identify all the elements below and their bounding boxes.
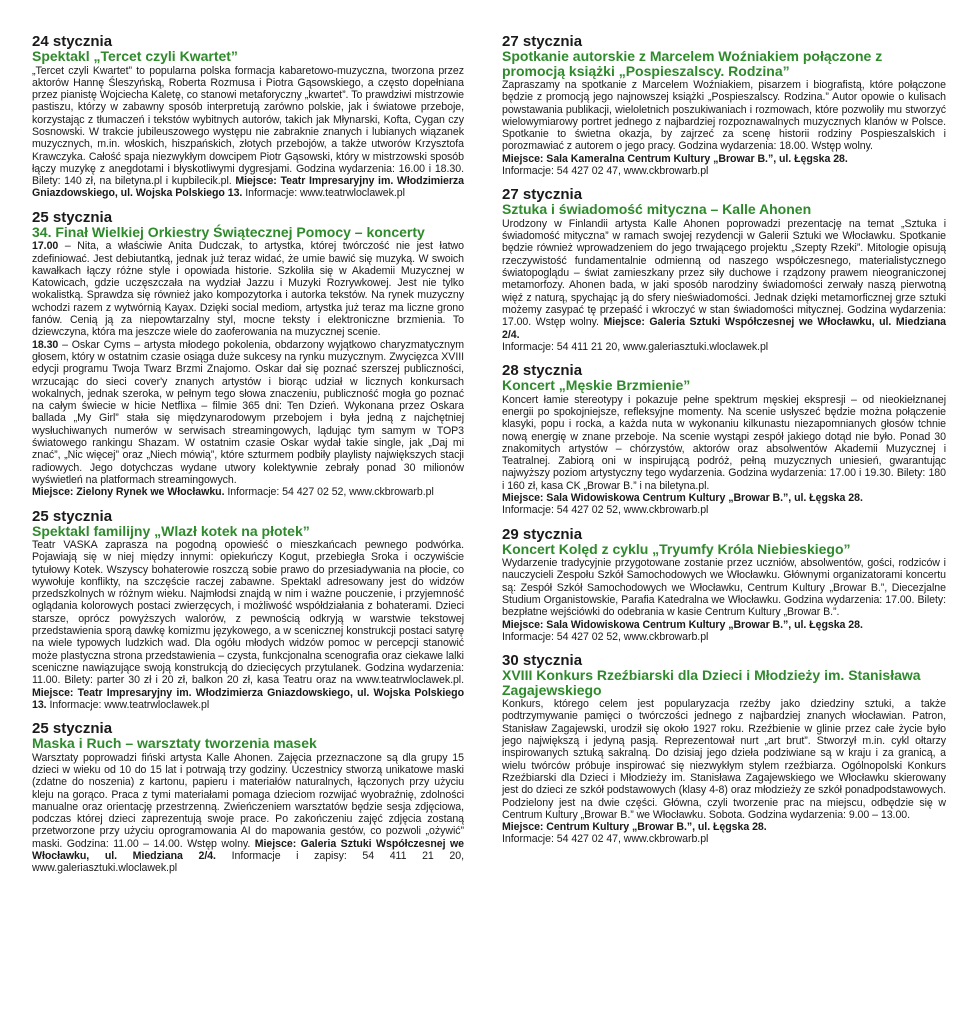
event-title: XVIII Konkurs Rzeźbiarski dla Dzieci i Młodzieży im. Stanisława Zagajewskiego <box>502 667 921 698</box>
event-text: Teatr VASKA zaprasza na pogodną opowieść o mieszkańcach pewnego podwórka. Pojawiają się w niej między innymi: opiekuńczy Kogut, przebiegła Sroka i oczywiście tytułowy Kotek. Wszyscy bohaterowie roszczą sobie prawo do przesiadywania na płocie, co wywołuje konflikty, na szczęście raczej zabawne. Spektakl adresowany jest do widzów przedszkolnych w różnym wieku. Najmłodsi znajdą w nim i ważne pouczenie, i przyjemność oglądania kolorowych postaci zwierzęcych, i możliwość współdziałania z bohaterami. Dzieci starsze, oprócz powyższych walorów, z pewnością odkryją w warstwie tekstowej przedstawienia sporą dawkę komizmu językowego, a w scenicznej konstrukcji postaci satyrę na wiele typowych ludzkich wad. Dla ogółu młodych widzów pomoc w percepcji stanowić może plastyczna strona przedstawienia – czysta, funkcjonalna scenografia oraz ciekawe lalki sceniczne nawiązujące swoją konstrukcją do dziecięcych przytulanek. Godzina wydarzenia: 11.00. Bilety: parter 30 zł i 20 zł, balkon 20 zł, kasa Teatru oraz na www.teatrwloclawek.pl. <box>32 539 464 687</box>
event-info: Informacje i zapisy: 54 411 21 20, www.galeriasztuki.wloclawek.pl <box>32 850 464 875</box>
event-title: Maska i Ruch – warsztaty tworzenia masek <box>32 735 317 752</box>
event-item <box>32 210 464 499</box>
event-info: Informacje: 54 427 02 52, www.ckbrowarb.pl <box>227 486 434 499</box>
event-item <box>32 34 464 200</box>
event-description <box>32 539 464 711</box>
event-title: 34. Finał Wielkiej Orkiestry Świątecznej Pomocy – koncerty <box>32 223 425 240</box>
event-date: 29 stycznia <box>502 525 583 543</box>
event-item <box>502 653 946 846</box>
event-venue: Miejsce: Zielony Rynek we Włocławku. <box>32 486 225 499</box>
event-item <box>32 721 464 874</box>
event-title: Spektakl „Tercet czyli Kwartet” <box>32 48 238 64</box>
event-venue: Miejsce: Sala Widowiskowa Centrum Kultury „Browar B.”, ul. Łęgska 28. <box>502 618 863 631</box>
event-venue: Miejsce: Teatr Impresaryjny im. Włodzimierza Gniazdowskiego, ul. Wojska Polskiego 13. <box>32 175 464 200</box>
event-info: Informacje: www.teatrwloclawek.pl <box>245 187 405 200</box>
event-venue: Miejsce: Centrum Kultury „Browar B.”, ul. Łęgska 28. <box>502 821 767 834</box>
event-description <box>32 240 464 498</box>
event-venue: Miejsce: Galeria Sztuki Współczesnej we Włocławku, ul. Miedziana 2/4. <box>502 316 946 341</box>
event-title: Spektakl familijny „Wlazł kotek na płotek” <box>32 522 310 539</box>
event-description <box>32 752 464 875</box>
event-info: Informacje: 54 427 02 47, www.ckbrowarb.pl <box>502 165 709 178</box>
event-text: Koncert łamie stereotypy i pokazuje pełne spektrum męskiej ekspresji – od nieokiełznanej energii po spokojniejsze, refleksyjne momenty. Na scenie usłyszeć będzie można połączenie klasyki, popu i rocka, a każda nuta w wykonaniu kilkunastu niezapomnianych głosów tchnie nową energię w znane przeboje. Na scenie wystąpi zespół jakiego dotąd nie było. Ponad 30 znakomitych artystów – chórzystów, aktorów oraz absolwentów Akademii Muzycznej i Teatralnej. Zabiorą oni w inspirującą podróż, pełną muzycznych uniesień, gwarantując najwyższy poziom artystyczny tego wydarzenia. Godzina wydarzenia: 17.00 i 19.30. Bilety: 180 i 160 zł, kasa CK „Browar B.” i na biletyna.pl. <box>502 393 946 492</box>
event-item <box>502 34 946 177</box>
event-description <box>32 65 464 200</box>
event-text: Warsztaty poprowadzi fiński artysta Kalle Ahonen. Zajęcia przeznaczone są dla grupy 15 dzieci w wieku od 10 do 15 lat i potrwają trzy godziny. Uczestnicy stworzą unikatowe maski (zdatne do noszenia) z kartonu, papieru i materiałów naturalnych, łączonych przy użyciu kleju na gorąco. Praca z tymi materiałami pomaga dzieciom rozwijać wyobraźnię, zdolności manualne oraz orientację przestrzenną. Zwieńczeniem warsztatów będzie sesja zdjęciowa, podczas której dzieci zaprezentują swoje prace. Po zakończeniu zajęć zdjęcia zostaną przetworzone przy użyciu oprogramowania AI do mapowania gestów, co pozwoli „ożywić” maski. Godzina: 11.00 – 14.00. Wstęp wolny. <box>32 751 464 850</box>
event-venue: Miejsce: Sala Widowiskowa Centrum Kultury „Browar B.”, ul. Łęgska 28. <box>502 492 863 505</box>
event-date: 25 stycznia <box>32 208 113 226</box>
event-date: 24 stycznia <box>32 33 113 50</box>
event-date: 25 stycznia <box>32 720 113 738</box>
event-title: Koncert „Męskie Brzmienie” <box>502 377 691 394</box>
event-time: 18.30 <box>32 338 59 351</box>
event-item <box>502 527 946 644</box>
event-venue: Miejsce: Teatr Impresaryjny im. Włodzimierza Gniazdowskiego, ul. Wojska Polskiego 13. <box>32 686 464 711</box>
event-info: Informacje: 54 427 02 52, www.ckbrowarb.pl <box>502 630 709 643</box>
event-date: 28 stycznia <box>502 362 583 380</box>
event-title: Koncert Kolęd z cyklu „Tryumfy Króla Niebieskiego” <box>502 540 851 557</box>
event-info: Informacje: 54 411 21 20, www.galeriasztuki.wloclawek.pl <box>502 340 769 353</box>
event-text: „Tercet czyli Kwartet” to popularna polska formacja kabaretowo-muzyczna, tworzona przez aktorów Hannę Śleszyńską, Roberta Rozmusa i Piotra Gąsowskiego, a często dopełniana przez pianistę Wojciecha Kaletę, co stanowi metaforyczny „kwartet”. To prawdziwi mistrzowie pastiszu, którzy w zabawny sposób interpretują zarówno polskie, jak i światowe przeboje, korzystając z tłumaczeń i tekstów wybitnych autorów, takich jak Młynarski, Kofta, Cygan czy Sosnowski. W trakcie jubileuszowego występu nie zabraknie znanych i lubianych wiązanek muzycznych, m.in. włoskich, hiszpańskich, złotych przebojów, a także utworów Krzysztofa Krawczyka. Całość spaja niezwykłym dowcipem Piotr Gąsowski, który w mistrzowski sposób łączy muzykę z anegdotami i błyskotliwymi dygresjami. Godzina wydarzenia: 16.00 i 18.30. Bilety: 140 zł, na biletyna.pl i kupbilecik.pl. <box>32 64 464 188</box>
event-description <box>502 79 946 177</box>
event-text: Zapraszamy na spotkanie z Marcelem Woźniakiem, pisarzem i biografistą, które połączone będzie z promocją jego najnowszej książki „Pospieszalscy. Rodzina.” Autor opowie o kulisach powstawania publikacji, wieloletnich poszukiwaniach i rozmowach, które pozwoliły mu stworzyć wielowymiarowy portret jednego z najbardziej rozpoznawalnych muzycznych klanów w Polsce. Spotkanie to świetna okazja, by zajrzeć za scenę historii rodziny Pospieszalskich i porozmawiać z autorem o jego pracy. Godzina wydarzenia: 18.00. Wstęp wolny. <box>502 79 946 153</box>
event-date: 27 stycznia <box>502 186 583 204</box>
event-item <box>502 187 946 353</box>
event-item <box>502 363 946 516</box>
event-date: 27 stycznia <box>502 33 583 50</box>
event-time: 17.00 <box>32 240 59 253</box>
event-venue: Miejsce: Galeria Sztuki Współczesnej we Włocławku, ul. Miedziana 2/4. <box>32 837 464 863</box>
event-info: Informacje: 54 427 02 52, www.ckbrowarb.pl <box>502 504 709 517</box>
event-description <box>502 557 946 643</box>
event-date: 30 stycznia <box>502 652 583 670</box>
event-text: – Oskar Cyms – artysta młodego pokolenia, obdarzony wyjątkowo charyzmatycznym głosem, który w ostatnim czasie osiąga duże sukcesy na rynku muzycznym. Zwycięzca XVIII edycji programu Twoja Twarz Brzmi Znajomo. Oskar dał się poznać szerszej publiczności, wrzucając do sieci cover'y znanych artystów i biorąc udział w licznych konkursach wokalnych, jednak szeroka, w pełnym tego słowa znaczeniu, publiczność mogła go poznać na całym świecie w hicie Netflixa – filmie 365 dni: Ten Dzień. Wykonana przez Oskara ballada „My Girl” stała się międzynarodowym przebojem i była jedną z najchętniej wysłuchiwanych numerów w serwisach streamingowych, lądując tym samym w TOP3 światowego rankingu Shazam. W ostatnim czasie Oskar wydał takie single, jak „Daj mi znać”, „Nic więcej” oraz „Niech mówią”, które szturmem podbiły playlisty największych stacji radiowych. Jego dotychczas wydane utwory kolektywnie zebrały ponad 30 milionów wyświetleń na platformach streamingowych. <box>32 338 464 486</box>
event-title: Spotkanie autorskie z Marcelem Woźniakiem połączone z promocją książki „Pospieszalscy. Rodzina” <box>502 48 883 79</box>
right-column <box>502 34 946 856</box>
event-venue: Miejsce: Sala Kameralna Centrum Kultury „Browar B.”, ul. Łęgska 28. <box>502 152 848 165</box>
event-text: – Nita, a właściwie Anita Dudczak, to artystka, której twórczość nie jest łatwo zdefiniować. Jest debiutantką, jednak już teraz widać, że umie bawić się muzyką. W swoich kawałkach łączy różne style i opowiada historie. Szkoliła się w Akademii Muzycznej w Katowicach, gdzie uczęszczała na wydział Jazzu i Muzyki Rozrywkowej. Jest nie tylko wokalistką. Sprawdza się również jako kompozytorka i autorka tekstów. Na rynek muzyczny wchodzi razem z wytwórnią Kayax. Dzięki social mediom, artystka już teraz ma liczne grono fanów. Cenią ją za niepowtarzalny styl, mocne teksty i elektroniczne brzmienia. To dziewczyna, która ma jeszcze wiele do zaoferowania na muzycznej scenie. <box>32 240 464 339</box>
event-description <box>502 698 946 846</box>
event-item <box>32 509 464 712</box>
event-description <box>502 394 946 517</box>
event-text: Wydarzenie tradycyjnie przygotowane zostanie przez uczniów, absolwentów, gości, rodziców i nauczycieli Zespołu Szkół Samochodowych we Włocławku. Głównymi organizatorami koncertu są: Zespół Szkół Samochodowych we Włocławku, Centrum Kultury „Browar B.”, Diecezjalne Studium Organistowskie, Parafia Katedralna we Włocławku. Godzina wydarzenia: 17.00. Bilety: bezpłatne wejściówki do odebrania w kasie Centrum Kultury „Browar B.”. <box>502 557 946 619</box>
event-title: Sztuka i świadomość mityczna – Kalle Ahonen <box>502 201 812 218</box>
left-column <box>32 34 464 885</box>
event-date: 25 stycznia <box>32 507 113 525</box>
event-description <box>502 218 946 353</box>
event-info: Informacje: 54 427 02 47, www.ckbrowarb.pl <box>502 833 709 846</box>
event-text: Urodzony w Finlandii artysta Kalle Ahonen poprowadzi prezentację na temat „Sztuka i świadomość mityczna” w ramach swojej rezydencji w Galerii Sztuki we Włocławku. Spotkanie będzie również wprowadzeniem do jego trwającego projektu „Szepty Rzeki”. Mitologie opisują rzeczywistość fundamentalnie odmienną od naszego współczesnego, materialistycznego światopoglądu – świat zamieszkany przez siły duchowe i rządzony prawem nieograniczonej metamorfozy. Ahonen bada, w jaki sposób narodziny świadomości zerwały naszą pierwotną więź z naturą, spychając ją do sfery nieświadomości. Jednak dzięki metamorficznej grze sztuki możemy zasypać tę przepaść i wkroczyć w stan świadomości mitycznej. Godzina wydarzenia: 17.00. Wstęp wolny. <box>502 217 946 329</box>
event-info: Informacje: www.teatrwloclawek.pl <box>49 698 210 711</box>
event-text: Konkurs, którego celem jest popularyzacja rzeźby jako dziedziny sztuki, a także podtrzymywanie pamięci o twórczości jednego z najbardziej znanych włocławian. Patron, Stanisław Zagajewski, urodził się około 1927 roku. Rzeźbienie w glinie przez całe życie było jego największą i jedyną pasją. Reprezentował nurt „art brut”. Stworzył m.in. cykl ołtarzy inspirowanych sztuką sakralną. Do dzisiaj jego dzieła podziwiane są w kraju i za granicą, a wielu twórców próbuje inspirować się niezwykłym stylem rzeźbiarza. Ogólnopolski Konkurs Rzeźbiarski dla Dzieci i Młodzieży im. Stanisława Zagajewskiego we Włocławku skierowany jest do dzieci ze szkół podstawowych (klasy 4-8) oraz młodzieży ze szkół ponadpodstawowych. Podzielony jest na dwie części. Główna, czyli tworzenie prac na miejscu, odbędzie się w Centrum Kultury „Browar B.” we Włocławku. Sobota. Godzina wydarzenia: 9.00 – 13.00. <box>502 698 946 821</box>
